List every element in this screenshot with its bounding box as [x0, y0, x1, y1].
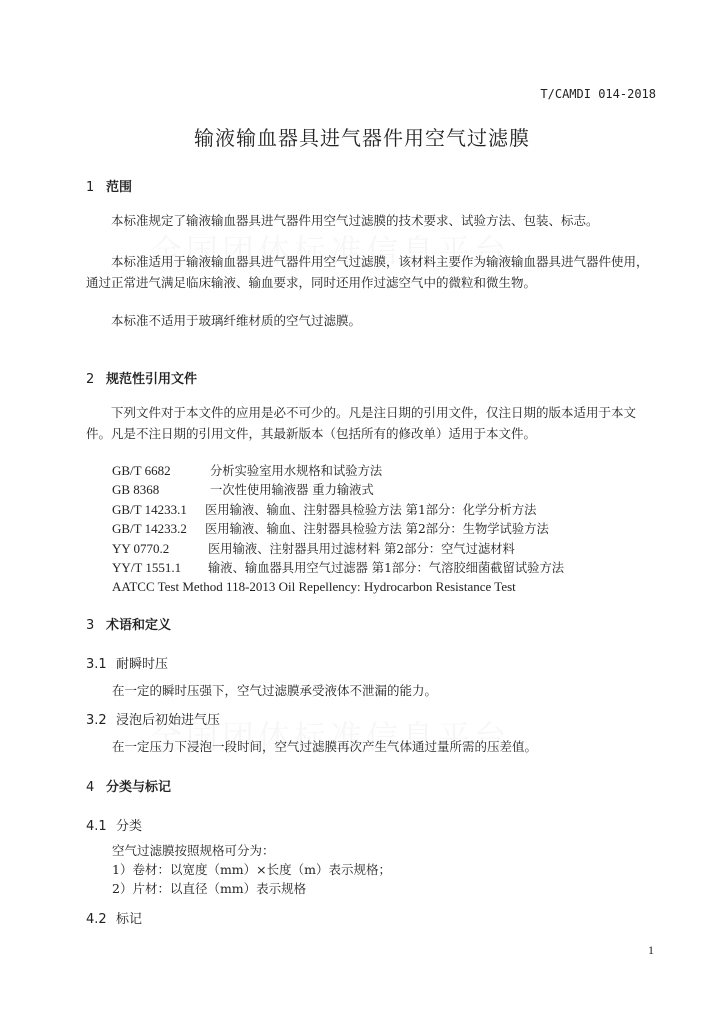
section-title: 范围: [106, 180, 133, 195]
section-1-paragraph-3: 本标准不适用于玻璃纤维材质的空气过滤膜。: [111, 313, 362, 328]
reference-name: 一次性使用输液器 重力输液式: [210, 483, 374, 498]
reference-item: [112, 480, 564, 499]
section-title: 术语和定义: [106, 618, 172, 633]
reference-code: GB/T 14233.2: [112, 521, 187, 537]
reference-code: YY 0770.2: [112, 540, 170, 556]
section-number: 3: [86, 618, 95, 633]
subsection-number: 3.2: [86, 713, 107, 728]
subsection-number: 3.1: [86, 657, 107, 672]
section-1-paragraph-1: 本标准规定了输液输血器具进气器件用空气过滤膜的技术要求、试验方法、包装、标志。: [111, 213, 599, 228]
subsection-number: 4.1: [86, 819, 107, 834]
reference-name: 医用输液、输血、注射器具检验方法 第2部分：生物学试验方法: [205, 522, 549, 537]
section-number: 2: [86, 372, 95, 387]
reference-list: [112, 461, 564, 597]
subsection-title: 浸泡后初始进气压: [116, 713, 221, 728]
section-title: 规范性引用文件: [106, 372, 198, 387]
definition-text: 在一定压力下浸泡一段时间，空气过滤膜再次产生气体通过量所需的压差值。: [112, 739, 538, 754]
section-1-paragraph-2: 本标准适用于输液输血器具进气器件用空气过滤膜，该材料主要作为输液输血器具进气器件使用，通过正常进气满足临床输液、输血要求，同时还用作过滤空气中的微粒和微生物。: [86, 254, 649, 290]
subsection-number: 4.2: [86, 912, 107, 927]
reference-code: GB 8368: [112, 482, 160, 498]
section-4-heading: [86, 776, 171, 795]
reference-item: [112, 577, 564, 596]
section-2-heading: [86, 368, 197, 387]
reference-name: 输液、输血器具用空气过滤器 第1部分：气溶胶细菌截留试验方法: [208, 560, 565, 575]
reference-name: 医用输液、注射器具用过滤材料 第2部分：空气过滤材料: [208, 541, 515, 556]
page-number: 1: [648, 943, 654, 957]
reference-code: YY/T 1551.1: [112, 559, 182, 575]
reference-item: [112, 558, 564, 577]
subsection-title: 分类: [116, 819, 143, 834]
subsection-title: 标记: [116, 912, 143, 927]
document-number: T/CAMDI 014-2018: [540, 87, 656, 101]
subsection-4-2-heading: [86, 908, 142, 927]
reference-code: GB/T 14233.1: [112, 501, 187, 517]
classification-line: 1）卷材：以宽度（mm）×长度（m）表示规格；: [112, 862, 391, 877]
section-1-heading: [86, 176, 132, 195]
reference-name: 分析实验室用水规格和试验方法: [210, 464, 383, 478]
reference-item: [112, 461, 564, 480]
classification-line: 空气过滤膜按照规格可分为：: [112, 843, 275, 858]
reference-item: [112, 519, 564, 538]
subsection-4-1-heading: [86, 815, 142, 834]
subsection-3-1-heading: [86, 653, 168, 672]
reference-code: AATCC Test Method 118-2013 Oil Repellency: Hydrocarbon Resistance Test: [112, 579, 516, 595]
reference-item: [112, 500, 564, 519]
reference-item: [112, 539, 564, 558]
section-3-heading: [86, 614, 171, 633]
section-title: 分类与标记: [106, 780, 172, 795]
subsection-3-2-heading: [86, 709, 220, 728]
subsection-title: 耐瞬时压: [116, 657, 169, 672]
section-number: 1: [86, 180, 95, 195]
classification-line: 2）片材：以直径（mm）表示规格: [112, 881, 307, 896]
definition-text: 在一定的瞬时压强下，空气过滤膜承受液体不泄漏的能力。: [112, 683, 438, 698]
reference-code: GB/T 6682: [112, 463, 171, 478]
section-2-paragraph-1: 下列文件对于本文件的应用是必不可少的。凡是注日期的引用文件，仅注日期的版本适用于本文件。凡是不注日期的引用文件，其最新版本（包括所有的修改单）适用于本文件。: [86, 405, 637, 441]
reference-name: 医用输液、输血、注射器具检验方法 第1部分：化学分析方法: [205, 502, 537, 517]
section-number: 4: [86, 780, 95, 795]
document-title: 输液输血器具进气器件用空气过滤膜: [194, 126, 530, 150]
